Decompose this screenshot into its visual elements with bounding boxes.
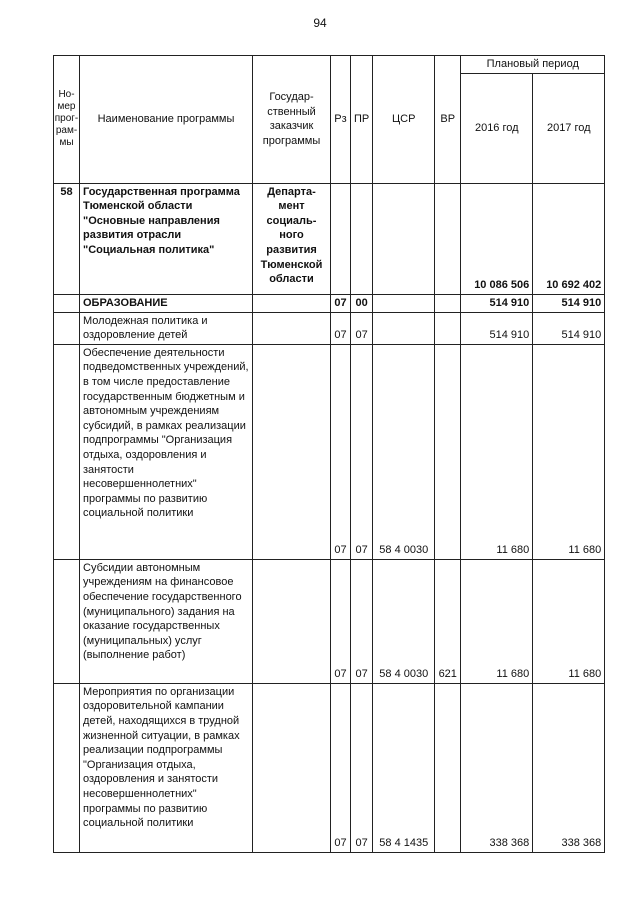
header-pr: ПР [351,56,373,184]
header-2016: 2016 год [461,73,533,183]
row-value-2017: 514 910 [533,312,605,344]
header-vr: ВР [435,56,461,184]
row-name: Государственная программа Тюменской области "Основные направления развития отрасли "Социальная политика" [80,183,253,294]
row-value-2016: 11 680 [461,559,533,683]
row-value-2017: 11 680 [533,344,605,559]
row-rz: 07 [331,559,351,683]
row-customer [253,683,331,852]
row-customer [253,294,331,312]
table-row [54,294,605,312]
row-rz: 07 [331,683,351,852]
row-csr: 58 4 1435 [373,683,435,852]
row-csr [373,294,435,312]
row-vr: 621 [435,559,461,683]
header-rz: Рз [331,56,351,184]
row-rz: 07 [331,344,351,559]
header-planned-period: Плановый период [461,56,605,74]
row-customer [253,344,331,559]
row-vr [435,683,461,852]
table-row [54,183,605,294]
header-program-name: Наименование программы [80,56,253,184]
row-value-2016: 11 680 [461,344,533,559]
row-value-2017: 338 368 [533,683,605,852]
row-csr: 58 4 0030 [373,559,435,683]
row-name: ОБРАЗОВАНИЕ [80,294,253,312]
budget-table [53,55,605,853]
table-row [54,344,605,559]
row-csr [373,183,435,294]
row-vr [435,312,461,344]
row-customer [253,312,331,344]
header-customer: Государ- ственный заказчик программы [253,56,331,184]
row-number [54,312,80,344]
row-pr [351,183,373,294]
row-csr: 58 4 0030 [373,344,435,559]
row-value-2016: 10 086 506 [461,183,533,294]
page-number: 94 [313,16,327,30]
row-number [54,683,80,852]
row-vr [435,183,461,294]
row-value-2017: 11 680 [533,559,605,683]
row-pr: 00 [351,294,373,312]
row-number [54,294,80,312]
row-vr [435,294,461,312]
header-csr: ЦСР [373,56,435,184]
table-row [54,312,605,344]
row-value-2017: 10 692 402 [533,183,605,294]
row-vr [435,344,461,559]
row-rz: 07 [331,312,351,344]
row-number [54,559,80,683]
row-name: Субсидии автономным учреждениям на финансовое обеспечение государственного (муниципального) задания на оказание государственных (муниципальных) услуг (выполнение работ) [80,559,253,683]
row-csr [373,312,435,344]
row-pr: 07 [351,344,373,559]
row-name: Молодежная политика и оздоровление детей [80,312,253,344]
row-name: Мероприятия по организации оздоровительной кампании детей, находящихся в трудной жизненной ситуации, в рамках реализации подпрограммы "Организация отдыха, оздоровления и занятости несовершеннолетних" программы по развитию социальной политики [80,683,253,852]
row-customer: Департа- мент социаль- ного развития Тюменской области [253,183,331,294]
row-value-2016: 514 910 [461,312,533,344]
table-row [54,559,605,683]
row-pr: 07 [351,312,373,344]
row-value-2017: 514 910 [533,294,605,312]
row-pr: 07 [351,683,373,852]
header-program-number: Но- мер прог- рам- мы [54,56,80,184]
table-row [54,683,605,852]
row-pr: 07 [351,559,373,683]
row-rz [331,183,351,294]
row-number: 58 [54,183,80,294]
row-number [54,344,80,559]
header-2017: 2017 год [533,73,605,183]
row-value-2016: 514 910 [461,294,533,312]
row-customer [253,559,331,683]
row-rz: 07 [331,294,351,312]
row-value-2016: 338 368 [461,683,533,852]
row-name: Обеспечение деятельности подведомственных учреждений, в том числе предоставление государственным бюджетным и автономным учреждениям субсидий, в рамках реализации подпрограммы "Организация отдыха, оздоровления и занятости несовершеннолетних" программы по развитию социальной политики [80,344,253,559]
